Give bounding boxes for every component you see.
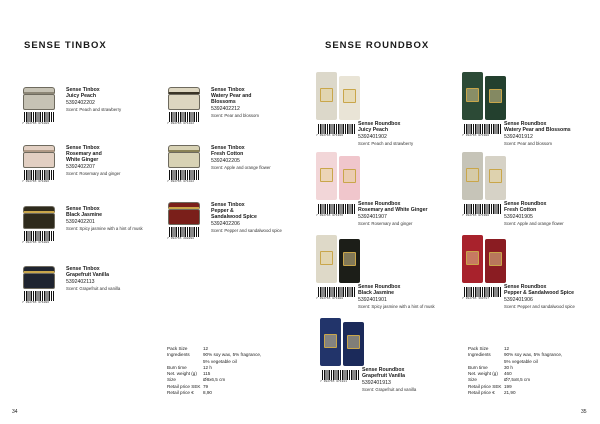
barcode: [169, 170, 199, 180]
product-sku: 5392401907: [358, 214, 387, 220]
product-name: Sense Roundbox Rosemary and White Ginger: [358, 201, 428, 213]
barcode: [169, 227, 199, 237]
spec-value: 460: [504, 371, 512, 377]
product-roundbox-fresh-cotton: [462, 152, 600, 232]
product-scent: Scent: Apple and orange flower: [504, 220, 564, 226]
barcode-number: 7 392765 071908: [316, 297, 344, 300]
product-sku: 5392401912: [504, 134, 533, 140]
spec-key: Burn time: [167, 364, 187, 370]
specs-table: [167, 346, 263, 396]
product-tinbox-juicy-peach: [22, 87, 162, 147]
spec-key: Net. weight (g): [167, 371, 197, 377]
barcode-number: 7 392765 071980: [316, 134, 344, 137]
product-scent: Scent: Spicy jasmine with a hint of musk: [358, 303, 435, 309]
spec-key: Net. weight (g): [468, 371, 498, 377]
product-sku: 5392402206: [211, 221, 240, 227]
barcode: [24, 170, 54, 180]
product-roundbox-black-jasmine: [316, 235, 456, 315]
barcode: [464, 204, 502, 214]
spec-key: Retail price SEK: [468, 383, 502, 389]
product-name: Sense Roundbox Watery Pear and Blossoms: [504, 121, 571, 133]
product-name: Sense Roundbox Juicy Peach: [358, 121, 401, 133]
product-scent: Scent: Pear and blossom: [504, 140, 553, 146]
product-scent: Scent: Spicy jasmine with a hint of musk: [66, 225, 143, 231]
product-tinbox-pepper-sandalwood: [167, 202, 307, 262]
barcode: [318, 287, 356, 297]
barcode-number: 7 392765 071102: [167, 180, 195, 183]
barcode-number: 7 392765 071976: [316, 214, 344, 217]
product-roundbox-rosemary: [316, 152, 456, 232]
product-name: Sense Roundbox Fresh Cotton: [504, 201, 547, 213]
product-roundbox-pepper-sandalwood: [462, 235, 600, 315]
product-scent: Scent: Peach and strawberry: [66, 106, 122, 112]
spec-value: 199: [504, 383, 512, 389]
spec-row: [167, 352, 263, 365]
spec-row: [167, 390, 263, 396]
product-name: Sense Tinbox Black Jasmine: [66, 206, 103, 218]
product-scent: Scent: Grapefruit and vanilla: [66, 285, 121, 291]
right-page: [300, 0, 600, 424]
roundbox-image: [316, 235, 362, 287]
product-name: Sense Tinbox Rosemary and White Ginger: [66, 145, 102, 163]
barcode: [24, 231, 54, 241]
product-scent: Scent: Pepper and sandalwood spice: [504, 303, 575, 309]
product-sku: 5392401902: [358, 134, 387, 140]
barcode: [322, 370, 360, 380]
product-name: Sense Tinbox Grapefruit Vanilla: [66, 266, 109, 278]
barcode-number: 7 392765 071990: [462, 214, 490, 217]
barcode: [318, 204, 356, 214]
product-scent: Scent: Rosemary and ginger: [66, 170, 121, 176]
specs-table: [468, 346, 564, 396]
product-tinbox-rosemary: [22, 145, 162, 205]
spec-key: Ingredients: [167, 352, 190, 358]
product-sku: 5392402212: [211, 106, 240, 112]
spec-value: 21,90: [504, 390, 516, 396]
product-scent: Scent: Grapefruit and vanilla: [362, 386, 417, 392]
product-sku: 5392401906: [504, 297, 533, 303]
spec-value: 115: [203, 371, 211, 377]
barcode: [24, 112, 54, 122]
product-sku: 5392401913: [362, 380, 391, 386]
spec-key: Size: [468, 377, 477, 383]
product-sku: 5392402205: [211, 158, 240, 164]
spec-value: 12: [203, 346, 209, 351]
spec-key: Burn time: [468, 364, 488, 370]
product-sku: 5392402113: [66, 279, 95, 285]
barcode: [464, 124, 502, 134]
spec-key: Size: [167, 377, 176, 383]
product-tinbox-black-jasmine: [22, 206, 162, 266]
product-sku: 5392401901: [358, 297, 387, 303]
barcode-number: 7 392765 071911: [320, 380, 348, 383]
product-sku: 5392402207: [66, 164, 95, 170]
spec-key: Ingredients: [468, 352, 491, 358]
spec-row: [468, 390, 564, 396]
roundbox-image: [462, 72, 508, 124]
barcode-number: 7 392765 071096: [22, 301, 50, 304]
barcode-number: 7 392765 071089: [22, 122, 50, 125]
barcode-number: 7 392765 071102: [167, 122, 195, 125]
barcode-number: 7 392765 071096: [22, 180, 50, 183]
spec-value: 30 h: [504, 364, 513, 370]
spec-value: Ø7,5x8,5 cm: [504, 377, 531, 383]
product-sku: 5392402201: [66, 219, 95, 225]
spec-value: 12 h: [203, 364, 212, 370]
spec-key: Retail price SEK: [167, 383, 201, 389]
product-roundbox-grapefruit-vanilla: [320, 318, 460, 398]
barcode: [169, 112, 199, 122]
product-name: Sense Tinbox Juicy Peach: [66, 87, 100, 99]
product-scent: Scent: Rosemary and ginger: [358, 220, 413, 226]
spec-value: Ø8x6,5 cm: [203, 377, 226, 383]
product-scent: Scent: Peach and strawberry: [358, 140, 414, 146]
section-title: SENSE TINBOX: [24, 40, 107, 51]
barcode-number: 7 392765 071089: [22, 241, 50, 244]
barcode-number: 7 392765 363787: [462, 297, 490, 300]
roundbox-image: [316, 152, 362, 204]
roundbox-image: [316, 72, 362, 124]
product-name: Sense Roundbox Grapefruit Vanilla: [362, 367, 405, 379]
product-name: Sense Tinbox Watery Pear and Blossoms: [211, 87, 252, 105]
roundbox-image: [320, 318, 366, 370]
barcode-number: 7 392765 071980: [462, 134, 490, 137]
roundbox-image: [462, 152, 508, 204]
page-number: 35: [581, 409, 587, 415]
product-scent: Scent: Pear and blossom: [211, 112, 260, 118]
barcode: [318, 124, 356, 134]
product-name: Sense Roundbox Pepper & Sandalwood Spice: [504, 284, 575, 296]
product-sku: 5392401905: [504, 214, 533, 220]
product-scent: Scent: Pepper and sandalwood spice: [211, 227, 282, 233]
spec-value: 8,90: [203, 390, 212, 396]
section-title: SENSE ROUNDBOX: [325, 40, 430, 51]
spec-value: 90% soy wax, 5% fragrance, 5% vegetable oil: [504, 352, 563, 364]
spec-key: Retail price €: [167, 390, 194, 396]
spec-value: 90% soy wax, 5% fragrance, 5% vegetable oil: [203, 352, 262, 364]
product-tinbox-watery-pear: [167, 87, 307, 147]
product-roundbox-juicy-peach: [316, 72, 456, 152]
product-sku: 5392402202: [66, 100, 95, 106]
barcode: [464, 287, 502, 297]
spec-key: Pack Size: [468, 346, 489, 351]
product-roundbox-watery-pear: [462, 72, 600, 152]
barcode-number: 7 392765 208898: [167, 237, 195, 240]
spec-value: 12: [504, 346, 510, 351]
spec-row: [468, 352, 564, 365]
product-scent: Scent: Apple and orange flower: [211, 164, 271, 170]
product-name: Sense Tinbox Pepper & Sandalwood Spice: [211, 202, 257, 220]
product-tinbox-grapefruit-vanilla: [22, 266, 162, 326]
barcode: [24, 291, 54, 301]
roundbox-image: [462, 235, 508, 287]
product-name: Sense Tinbox Fresh Cotton: [211, 145, 245, 157]
product-name: Sense Roundbox Black Jasmine: [358, 284, 401, 296]
spec-key: Pack Size: [167, 346, 188, 351]
page-number: 34: [12, 409, 18, 415]
spec-value: 79: [203, 383, 209, 389]
spec-key: Retail price €: [468, 390, 495, 396]
product-tinbox-fresh-cotton: [167, 145, 307, 205]
